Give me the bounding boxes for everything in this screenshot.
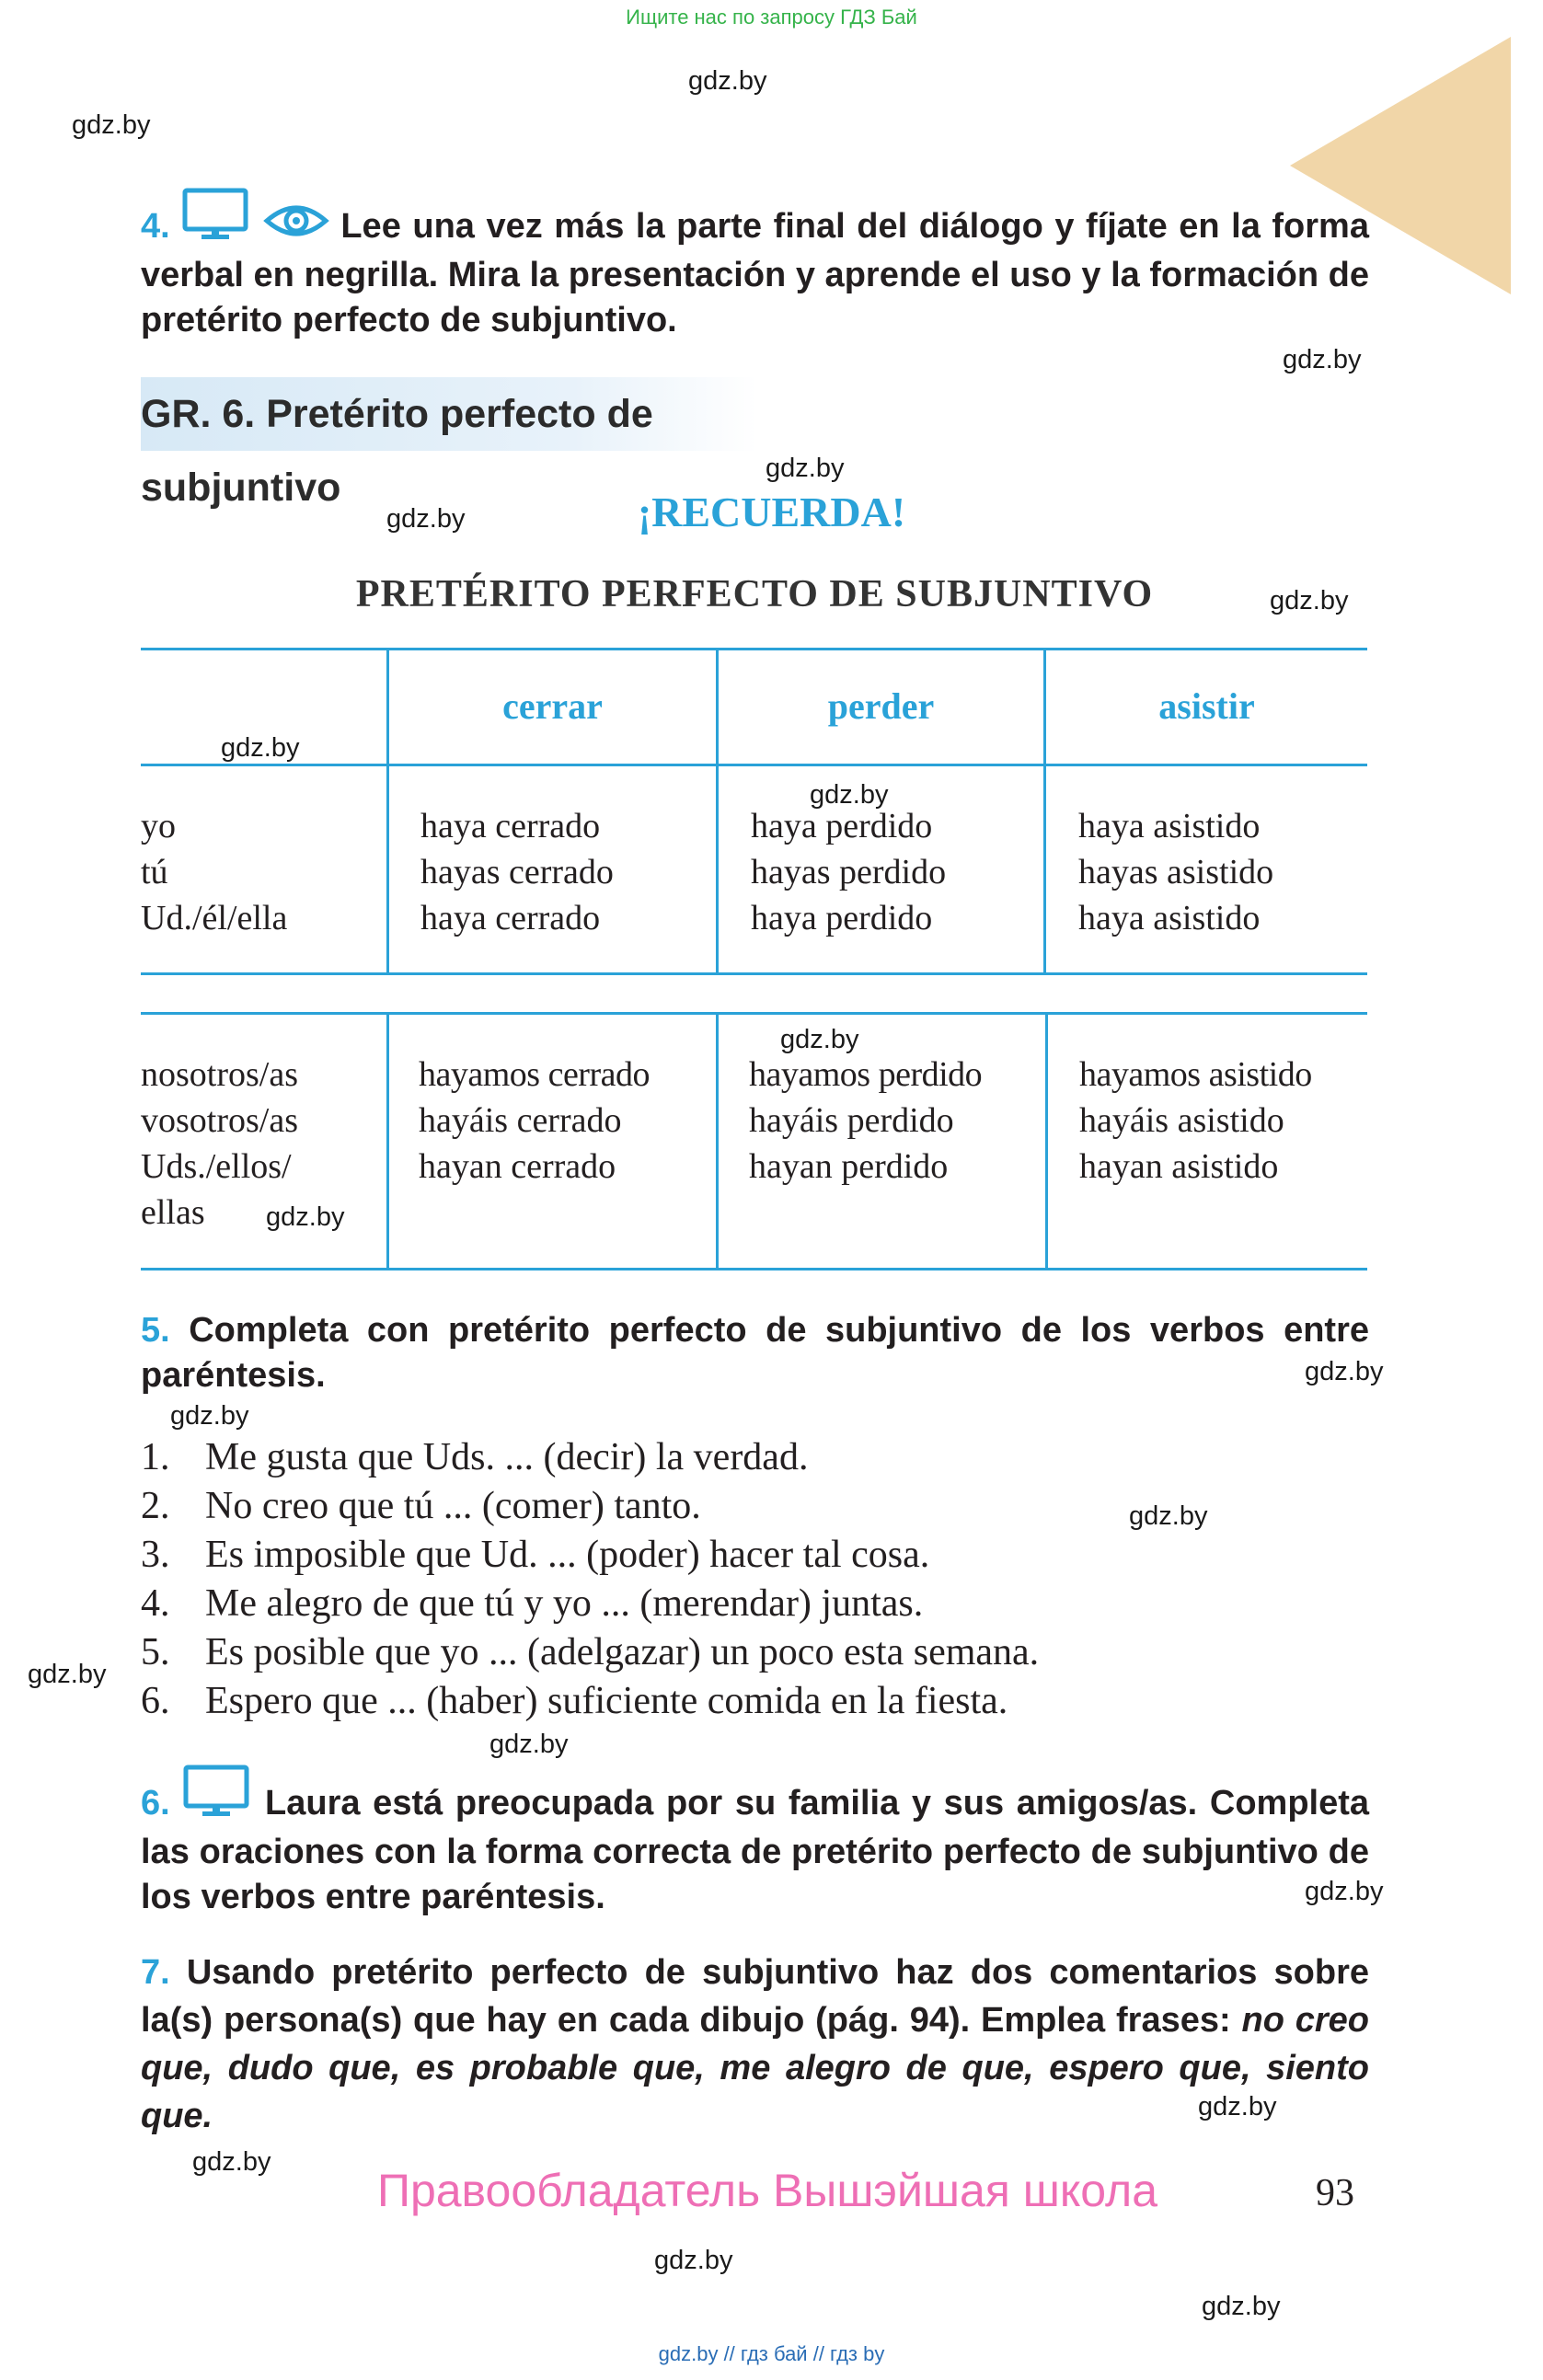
pronoun: ellas bbox=[141, 1193, 205, 1232]
task-number: 6. bbox=[141, 1784, 170, 1822]
table-cell: hayáis cerrado bbox=[419, 1101, 622, 1140]
exercise-item: 6. Espero que ... (haber) suficiente comida en la fiesta. bbox=[141, 1680, 1008, 1722]
watermark: gdz.by bbox=[489, 1730, 569, 1759]
task-number: 4. bbox=[141, 207, 170, 246]
table-cell: hayas perdido bbox=[751, 853, 947, 891]
watermark: gdz.by bbox=[780, 1025, 859, 1054]
table-title: PRETÉRITO PERFECTO DE SUBJUNTIVO bbox=[355, 573, 1154, 615]
watermark: gdz.by bbox=[654, 2246, 733, 2275]
table-cell: hayamos asistido bbox=[1079, 1055, 1312, 1094]
task-6 bbox=[141, 1765, 1369, 1920]
task-6-text: Laura está preocupada por su familia y sus amigos/as. Completa las oraciones con la forma correcta de pretérito perfecto de subjuntivo de los verbos entre paréntesis. bbox=[141, 1784, 1370, 1916]
column-header-cerrar: cerrar bbox=[502, 685, 603, 727]
task-7 bbox=[141, 1949, 1369, 2140]
table-divider bbox=[1045, 1012, 1048, 1270]
task-7-phrases: no creo que, dudo que, es probable que, me alegro de que, espero que, siento que. bbox=[141, 2001, 1369, 2135]
table-rule bbox=[141, 764, 1367, 766]
recuerda-heading: ¡RECUERDA! bbox=[637, 489, 906, 535]
watermark: gdz.by bbox=[221, 733, 300, 763]
table-cell: haya cerrado bbox=[420, 807, 601, 845]
watermark: gdz.by bbox=[1202, 2292, 1281, 2321]
exercise-item: 1. Me gusta que Uds. ... (decir) la verdad. bbox=[141, 1436, 809, 1478]
table-cell: hayáis perdido bbox=[749, 1101, 954, 1140]
task-number: 7. bbox=[141, 1953, 170, 1992]
watermark: gdz.by bbox=[266, 1202, 345, 1232]
table-cell: hayan perdido bbox=[749, 1147, 949, 1186]
watermark: gdz.by bbox=[688, 66, 767, 96]
watermark: gdz.by bbox=[1198, 2092, 1277, 2121]
exercise-item: 3. Es imposible que Ud. ... (poder) hacer tal cosa. bbox=[141, 1534, 930, 1576]
table-cell: hayas cerrado bbox=[420, 853, 614, 891]
watermark: gdz.by bbox=[1305, 1877, 1384, 1906]
task-7-text: Usando pretérito perfecto de subjuntivo haz dos comentarios sobre la(s) persona(s) que hay en cada dibujo (pág. 94). Emplea frases: bbox=[141, 1953, 1369, 2040]
table-rule bbox=[141, 648, 1367, 650]
table-cell: hayáis asistido bbox=[1079, 1101, 1284, 1140]
section-title: GR. 6. Pretérito perfecto de subjuntivo bbox=[141, 377, 757, 451]
column-header-asistir: asistir bbox=[1158, 685, 1255, 727]
watermark: gdz.by bbox=[386, 504, 466, 534]
table-rule bbox=[141, 1012, 1367, 1015]
top-banner[interactable]: Ищите нас по запросу ГДЗ Бай bbox=[626, 6, 917, 29]
pronoun: Ud./él/ella bbox=[141, 899, 288, 937]
task-4-text: Lee una vez más la parte final del diálogo y fíjate en la forma verbal en negrilla. Mira la presentación y aprende el uso y la formación de pretérito perfecto de subjuntivo. bbox=[141, 207, 1369, 339]
exercise-item: 5. Es posible que yo ... (adelgazar) un poco esta semana. bbox=[141, 1631, 1040, 1673]
table-rule bbox=[141, 1268, 1367, 1270]
copyright-owner: Правообладатель Вышэйшая школа bbox=[377, 2165, 1157, 2216]
table-cell: haya perdido bbox=[751, 899, 933, 937]
table-cell: haya asistido bbox=[1078, 899, 1261, 937]
table-cell: hayas asistido bbox=[1078, 853, 1274, 891]
monitor-icon bbox=[181, 188, 251, 253]
watermark: gdz.by bbox=[1283, 345, 1362, 374]
pronoun: Uds./ellos/ bbox=[141, 1147, 292, 1186]
task-5 bbox=[141, 1308, 1369, 1398]
page-number: 93 bbox=[1316, 2172, 1354, 2214]
watermark: gdz.by bbox=[1305, 1357, 1384, 1386]
watermark: gdz.by bbox=[170, 1401, 249, 1431]
exercise-item: 4. Me alegro de que tú y yo ... (merendar) juntas. bbox=[141, 1582, 924, 1625]
table-cell: hayamos cerrado bbox=[419, 1055, 650, 1094]
table-cell: hayamos perdido bbox=[749, 1055, 983, 1094]
pronoun: vosotros/as bbox=[141, 1101, 298, 1140]
watermark: gdz.by bbox=[1129, 1501, 1208, 1531]
column-header-perder: perder bbox=[827, 685, 935, 727]
table-cell: hayan cerrado bbox=[419, 1147, 616, 1186]
watermark: gdz.by bbox=[192, 2147, 271, 2177]
monitor-icon bbox=[182, 1765, 252, 1830]
eye-icon bbox=[263, 201, 329, 253]
watermark: gdz.by bbox=[766, 454, 845, 483]
watermark: gdz.by bbox=[28, 1660, 107, 1689]
table-cell: haya asistido bbox=[1078, 807, 1261, 845]
pronoun: yo bbox=[141, 807, 176, 845]
table-divider bbox=[716, 1012, 719, 1270]
table-cell: haya cerrado bbox=[420, 899, 601, 937]
task-5-text: Completa con pretérito perfecto de subjuntivo de los verbos entre paréntesis. bbox=[141, 1311, 1369, 1395]
table-divider bbox=[386, 1012, 389, 1270]
watermark: gdz.by bbox=[72, 110, 151, 140]
exercise-item: 2. No creo que tú ... (comer) tanto. bbox=[141, 1485, 701, 1527]
pronoun: tú bbox=[141, 853, 168, 891]
footer-links[interactable]: gdz.by // гдз бай // гдз by bbox=[658, 2342, 885, 2365]
pronoun: nosotros/as bbox=[141, 1055, 298, 1094]
watermark: gdz.by bbox=[1270, 586, 1349, 615]
task-4 bbox=[141, 188, 1369, 343]
task-number: 5. bbox=[141, 1311, 170, 1350]
table-cell: hayan asistido bbox=[1079, 1147, 1279, 1186]
watermark: gdz.by bbox=[810, 780, 889, 810]
table-cell: haya perdido bbox=[751, 807, 933, 845]
table-rule bbox=[141, 972, 1367, 975]
